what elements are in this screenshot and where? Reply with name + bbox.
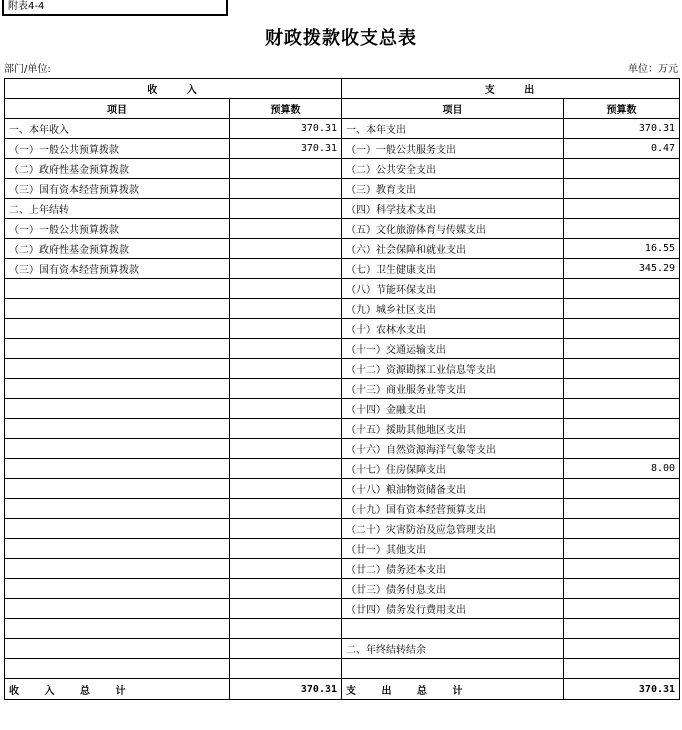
income-value-cell (230, 299, 342, 319)
expense-item-cell: （廿二）债务还本支出 (342, 559, 564, 579)
expense-item-cell: （廿一）其他支出 (342, 539, 564, 559)
expense-item-cell: （廿四）债务发行费用支出 (342, 599, 564, 619)
expense-value-cell (564, 559, 680, 579)
appendix-label: 附表4-4 (2, 0, 228, 16)
table-row (5, 559, 680, 579)
expense-item-cell: （四）科学技术支出 (342, 199, 564, 219)
income-item-cell (5, 279, 230, 299)
income-value-cell (230, 659, 342, 679)
income-value-cell (230, 339, 342, 359)
table-row (5, 499, 680, 519)
income-item-cell: （一）一般公共预算拨款 (5, 219, 230, 239)
expense-value-cell (564, 519, 680, 539)
income-item-cell (5, 379, 230, 399)
expense-item-cell: 一、本年支出 (342, 119, 564, 139)
expense-value-cell (564, 299, 680, 319)
expense-item-cell: （八）节能环保支出 (342, 279, 564, 299)
table-row (5, 639, 680, 659)
table-row (5, 579, 680, 599)
income-item-header: 项目 (5, 99, 230, 119)
income-value-cell (230, 439, 342, 459)
income-value-cell (230, 239, 342, 259)
income-value-cell (230, 199, 342, 219)
income-item-cell: （二）政府性基金预算拨款 (5, 159, 230, 179)
table-row (5, 399, 680, 419)
expense-item-header: 项目 (342, 99, 564, 119)
expense-value-cell (564, 479, 680, 499)
expense-value-cell: 16.55 (564, 239, 680, 259)
income-value-cell (230, 519, 342, 539)
income-total-label: 收 入 总 计 (5, 679, 230, 700)
income-value-cell (230, 459, 342, 479)
income-item-cell (5, 459, 230, 479)
income-value-cell (230, 179, 342, 199)
expense-item-cell: （十一）交通运输支出 (342, 339, 564, 359)
table-row (5, 259, 680, 279)
income-item-cell (5, 439, 230, 459)
income-value-cell (230, 559, 342, 579)
expense-value-cell (564, 219, 680, 239)
expense-item-cell: 二、年终结转结余 (342, 639, 564, 659)
column-header-row (5, 99, 680, 119)
table-row (5, 239, 680, 259)
income-value-cell (230, 379, 342, 399)
income-total-value: 370.31 (230, 679, 342, 700)
income-value-cell (230, 399, 342, 419)
income-value-cell: 370.31 (230, 139, 342, 159)
income-item-cell (5, 479, 230, 499)
table-row (5, 359, 680, 379)
income-item-cell: 二、上年结转 (5, 199, 230, 219)
expense-item-cell: （三）教育支出 (342, 179, 564, 199)
expense-item-cell: （十七）住房保障支出 (342, 459, 564, 479)
expense-item-cell: （五）文化旅游体育与传媒支出 (342, 219, 564, 239)
income-value-cell (230, 639, 342, 659)
table-row (5, 179, 680, 199)
expense-value-cell (564, 319, 680, 339)
table-row (5, 519, 680, 539)
income-item-cell (5, 559, 230, 579)
expense-value-cell (564, 639, 680, 659)
income-item-cell (5, 579, 230, 599)
expense-item-cell: （十）农林水支出 (342, 319, 564, 339)
expense-value-cell (564, 499, 680, 519)
income-value-cell (230, 619, 342, 639)
expense-item-cell: （十三）商业服务业等支出 (342, 379, 564, 399)
income-item-cell (5, 659, 230, 679)
expense-value-cell: 0.47 (564, 139, 680, 159)
income-value-cell (230, 279, 342, 299)
table-row (5, 379, 680, 399)
expense-value-cell (564, 339, 680, 359)
income-value-cell (230, 499, 342, 519)
dept-label: 部门/单位: (4, 64, 51, 75)
expense-value-cell (564, 579, 680, 599)
income-value-cell (230, 539, 342, 559)
expense-value-cell (564, 399, 680, 419)
table-row (5, 659, 680, 679)
expense-value-cell (564, 439, 680, 459)
income-item-cell (5, 299, 230, 319)
income-item-cell: （三）国有资本经营预算拨款 (5, 179, 230, 199)
table-row (5, 619, 680, 639)
section-header-row (5, 79, 680, 99)
expense-value-cell: 345.29 (564, 259, 680, 279)
expense-item-cell: （二十）灾害防治及应急管理支出 (342, 519, 564, 539)
total-row (5, 679, 680, 700)
expense-value-cell (564, 659, 680, 679)
income-item-cell (5, 599, 230, 619)
expense-item-cell: （十二）资源勘探工业信息等支出 (342, 359, 564, 379)
income-item-cell: （三）国有资本经营预算拨款 (5, 259, 230, 279)
income-item-cell: （一）一般公共预算拨款 (5, 139, 230, 159)
income-item-cell: （二）政府性基金预算拨款 (5, 239, 230, 259)
table-row (5, 479, 680, 499)
expense-item-cell: （九）城乡社区支出 (342, 299, 564, 319)
income-value-cell: 370.31 (230, 119, 342, 139)
budget-table (4, 78, 680, 700)
income-item-cell (5, 319, 230, 339)
expense-value-cell (564, 619, 680, 639)
expense-value-cell: 8.00 (564, 459, 680, 479)
expense-value-cell: 370.31 (564, 119, 680, 139)
income-item-cell (5, 399, 230, 419)
table-row (5, 439, 680, 459)
table-row (5, 159, 680, 179)
table-row (5, 539, 680, 559)
income-value-cell (230, 219, 342, 239)
income-item-cell: 一、本年收入 (5, 119, 230, 139)
expense-value-cell (564, 419, 680, 439)
income-value-cell (230, 599, 342, 619)
table-row (5, 279, 680, 299)
expense-item-cell (342, 619, 564, 639)
table-row (5, 319, 680, 339)
expense-item-cell: （十四）金融支出 (342, 399, 564, 419)
expense-item-cell: （十八）粮油物资储备支出 (342, 479, 564, 499)
expense-value-cell (564, 539, 680, 559)
expense-value-cell (564, 179, 680, 199)
expense-item-cell: （十五）援助其他地区支出 (342, 419, 564, 439)
income-value-cell (230, 159, 342, 179)
page-title: 财政拨款收支总表 (265, 28, 417, 49)
expense-section-header: 支 出 (342, 79, 680, 99)
expense-item-cell: （二）公共安全支出 (342, 159, 564, 179)
income-value-cell (230, 359, 342, 379)
expense-item-cell: （一）一般公共服务支出 (342, 139, 564, 159)
income-item-cell (5, 619, 230, 639)
expense-item-cell: （七）卫生健康支出 (342, 259, 564, 279)
table-row (5, 419, 680, 439)
table-row (5, 119, 680, 139)
income-item-cell (5, 519, 230, 539)
income-budget-header: 预算数 (230, 99, 342, 119)
table-row (5, 299, 680, 319)
table-row (5, 139, 680, 159)
income-value-cell (230, 479, 342, 499)
income-item-cell (5, 499, 230, 519)
income-value-cell (230, 259, 342, 279)
expense-value-cell (564, 599, 680, 619)
income-value-cell (230, 419, 342, 439)
expense-value-cell (564, 199, 680, 219)
expense-item-cell: （六）社会保障和就业支出 (342, 239, 564, 259)
unit-label: 单位：万元 (628, 64, 678, 75)
income-item-cell (5, 639, 230, 659)
income-value-cell (230, 319, 342, 339)
expense-item-cell: （十九）国有资本经营预算支出 (342, 499, 564, 519)
expense-budget-header: 预算数 (564, 99, 680, 119)
income-value-cell (230, 579, 342, 599)
expense-item-cell (342, 659, 564, 679)
income-section-header: 收 入 (5, 79, 342, 99)
table-row (5, 199, 680, 219)
expense-value-cell (564, 279, 680, 299)
expense-value-cell (564, 359, 680, 379)
table-row (5, 219, 680, 239)
expense-value-cell (564, 379, 680, 399)
table-row (5, 459, 680, 479)
expense-item-cell: （廿三）债务付息支出 (342, 579, 564, 599)
expense-total-label: 支 出 总 计 (342, 679, 564, 700)
income-item-cell (5, 539, 230, 559)
income-item-cell (5, 339, 230, 359)
expense-item-cell: （十六）自然资源海洋气象等支出 (342, 439, 564, 459)
expense-total-value: 370.31 (564, 679, 680, 700)
table-row (5, 339, 680, 359)
income-item-cell (5, 359, 230, 379)
table-row (5, 599, 680, 619)
expense-value-cell (564, 159, 680, 179)
income-item-cell (5, 419, 230, 439)
